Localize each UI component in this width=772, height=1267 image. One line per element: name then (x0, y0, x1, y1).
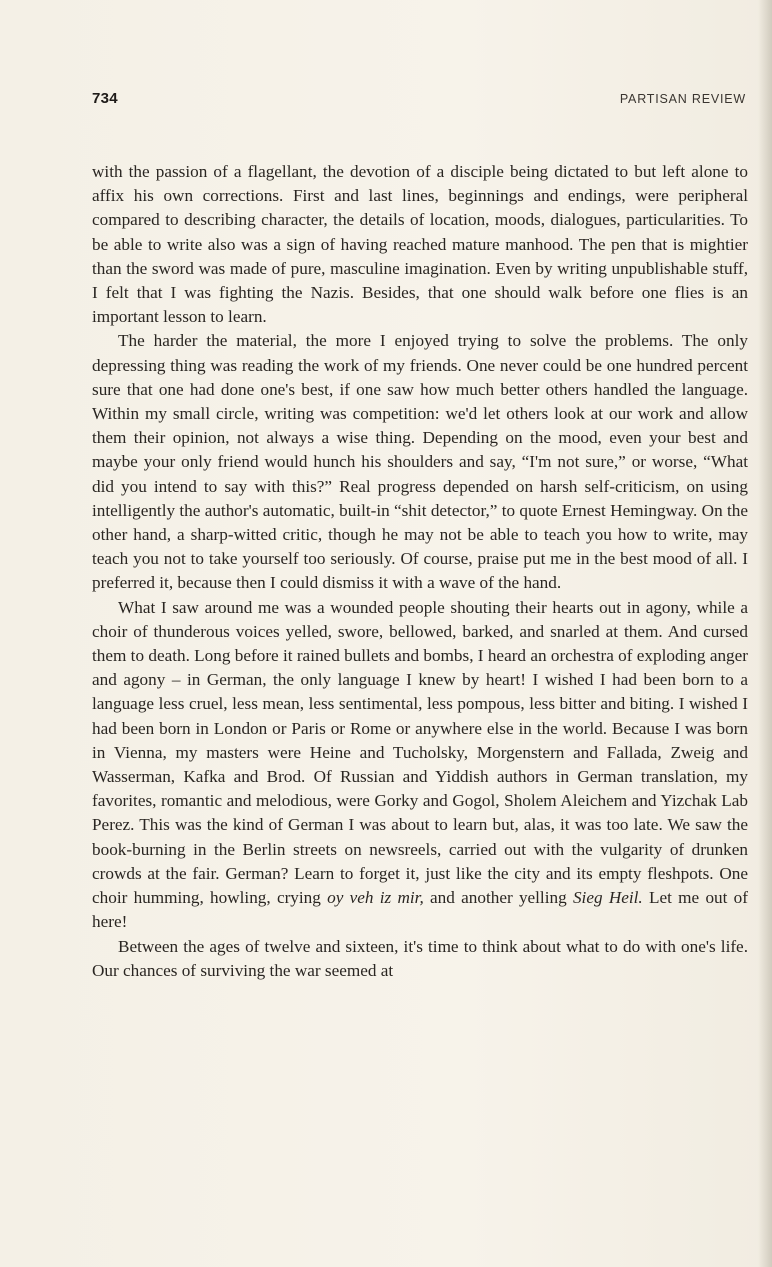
page-spine-shadow (758, 0, 772, 1267)
paragraph-3-text-middle: and another yelling (423, 888, 573, 908)
paragraph-3-italic-yiddish: oy veh iz mir, (327, 888, 424, 908)
running-head: PARTISAN REVIEW (619, 92, 746, 106)
paragraph-3-text-after: Let me out of here! (92, 888, 748, 932)
paragraph-4: Between the ages of twelve and sixteen, it's time to think about what to do with one's life. Our chances of surviving the war seemed at (92, 936, 748, 980)
paragraph-3-text-before: What I saw around me was a wounded people shouting their hearts out in agony, while a choir of thunderous voices yelled, swore, bellowed, barked, and snarled at them. And cursed them to death. Long before it rained bullets and bombs, I heard an orchestra of exploding anger and agony – in German, the only language I knew by heart! I wished I had been born to a language less cruel, less mean, less sentimental, less pompous, less bitter and biting. I wished I had been born in London or Paris or Rome or anywhere else in the world. Because I was born in Vienna, my masters were Heine and Tucholsky, Morgenstern and Fallada, Zweig and Wasserman, Kafka and Brod. Of Russian and Yiddish authors in German translation, my favorites, romantic and melodious, were Gorky and Gogol, Sholem Aleichem and Yizchak Lab Perez. This was the kind of German I was about to learn but, alas, it was too late. We saw the book-burning in the Berlin streets on newsreels, carried out with the vulgarity of drunken crowds at the fair. German? Learn to forget it, just like the city and its empty fleshpots. One choir humming, howling, crying (92, 597, 748, 908)
paragraph-3 (92, 596, 748, 935)
paragraph-3-italic-german: Sieg Heil. (572, 888, 643, 908)
page-header (92, 90, 746, 112)
page-number: 734 (92, 90, 118, 107)
paragraph-1: with the passion of a flagellant, the devotion of a disciple being dictated to but left alone to affix his own corrections. First and last lines, beginnings and endings, were peripheral compared to describing character, the details of location, moods, dialogues, particularities. To be able to write also was a sign of having reached mature manhood. The pen that is mightier than the sword was made of pure, masculine imagination. Even by writing unpublishable stuff, I felt that I was fighting the Nazis. Besides, that one should walk before one flies is an important lesson to learn. (92, 162, 748, 327)
body-text (92, 160, 748, 983)
paragraph-2: The harder the material, the more I enjoyed trying to solve the problems. The only depressing thing was reading the work of my friends. One never could be one hundred percent sure that one had done one's best, if one saw how much better others handled the language. Within my small circle, writing was competition: we'd let others look at our work and allow them their opinion, not always a wise thing. Depending on the mood, even your best and maybe your only friend would hunch his shoulders and say, “I'm not sure,” or worse, “What did you intend to say with this?” Real progress depended on harsh self-criticism, on using intelligently the author's automatic, built-in “shit detector,” to quote Ernest Hemingway. On the other hand, a sharp-witted critic, though he may not be able to teach you how to write, may teach you not to take yourself too seriously. Of course, praise put me in the best mood of all. I preferred it, because then I could dismiss it with a wave of the hand. (92, 331, 748, 593)
